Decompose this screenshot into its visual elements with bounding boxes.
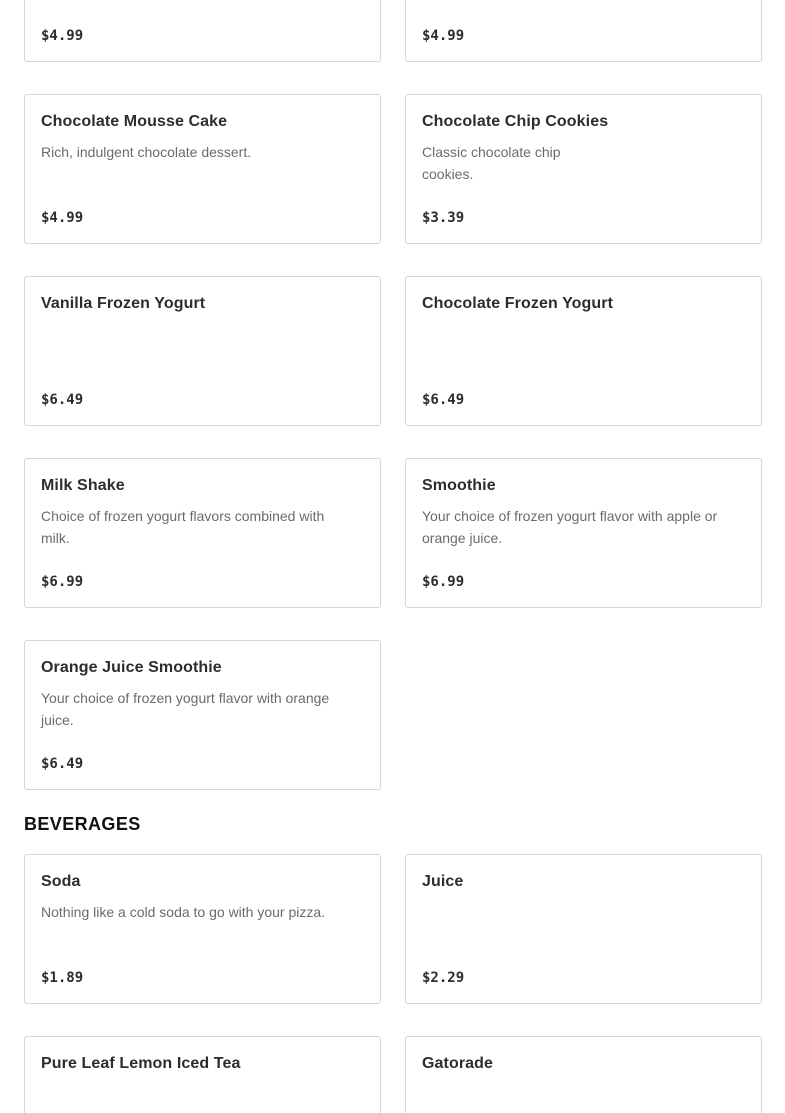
- menu-item-price: $6.49: [422, 392, 465, 408]
- menu-item-name: Chocolate Mousse Cake: [41, 113, 228, 130]
- menu-item-card[interactable]: [405, 276, 762, 426]
- menu-item-price: $4.99: [41, 28, 84, 44]
- menu-item-price: $6.49: [41, 756, 84, 772]
- menu-item-description: Classic chocolate chip cookies.: [422, 144, 561, 182]
- menu-item-price: $1.89: [41, 970, 84, 986]
- menu-item-description: Your choice of frozen yogurt flavor with apple or orange juice.: [422, 508, 718, 546]
- menu-item-card[interactable]: [24, 458, 381, 608]
- menu-item-card[interactable]: [405, 854, 762, 1004]
- menu-item-card[interactable]: [24, 1036, 381, 1113]
- menu-item-card[interactable]: [24, 276, 381, 426]
- menu-item-price: $3.39: [422, 210, 465, 226]
- menu-item-price: $4.99: [422, 28, 465, 44]
- menu-item-name: Juice: [422, 873, 464, 890]
- menu-item-name: Chocolate Frozen Yogurt: [422, 295, 614, 312]
- menu-item-description: Nothing like a cold soda to go with your pizza.: [41, 904, 326, 920]
- menu-item-name: Gatorade: [422, 1055, 494, 1072]
- menu-item-price: $6.99: [422, 574, 465, 590]
- menu-item-price: $6.49: [41, 392, 84, 408]
- menu-item-card[interactable]: [24, 94, 381, 244]
- menu-item-price: $4.99: [41, 210, 84, 226]
- section-heading-beverages: BEVERAGES: [24, 814, 141, 834]
- menu-item-card[interactable]: [405, 94, 762, 244]
- menu-item-card[interactable]: [405, 458, 762, 608]
- menu-item-name: Milk Shake: [41, 477, 125, 494]
- menu-item-description: Choice of frozen yogurt flavors combined with milk.: [41, 508, 325, 546]
- menu-item-description: Rich, indulgent chocolate dessert.: [41, 144, 252, 160]
- menu-item-name: Pure Leaf Lemon Iced Tea: [41, 1055, 241, 1072]
- menu-item-name: Smoothie: [422, 477, 496, 494]
- menu-item-card[interactable]: [24, 854, 381, 1004]
- menu-item-name: Vanilla Frozen Yogurt: [41, 295, 206, 312]
- menu-item-card[interactable]: [405, 1036, 762, 1113]
- menu-item-card[interactable]: [405, 0, 762, 62]
- menu-item-name: Soda: [41, 873, 81, 890]
- menu-item-price: $2.29: [422, 970, 465, 986]
- menu-item-card[interactable]: [24, 640, 381, 790]
- menu-item-name: Orange Juice Smoothie: [41, 659, 222, 676]
- menu-item-price: $6.99: [41, 574, 84, 590]
- menu-item-description: Your choice of frozen yogurt flavor with orange juice.: [41, 690, 330, 728]
- menu-item-card[interactable]: [24, 0, 381, 62]
- menu-item-name: Chocolate Chip Cookies: [422, 113, 609, 130]
